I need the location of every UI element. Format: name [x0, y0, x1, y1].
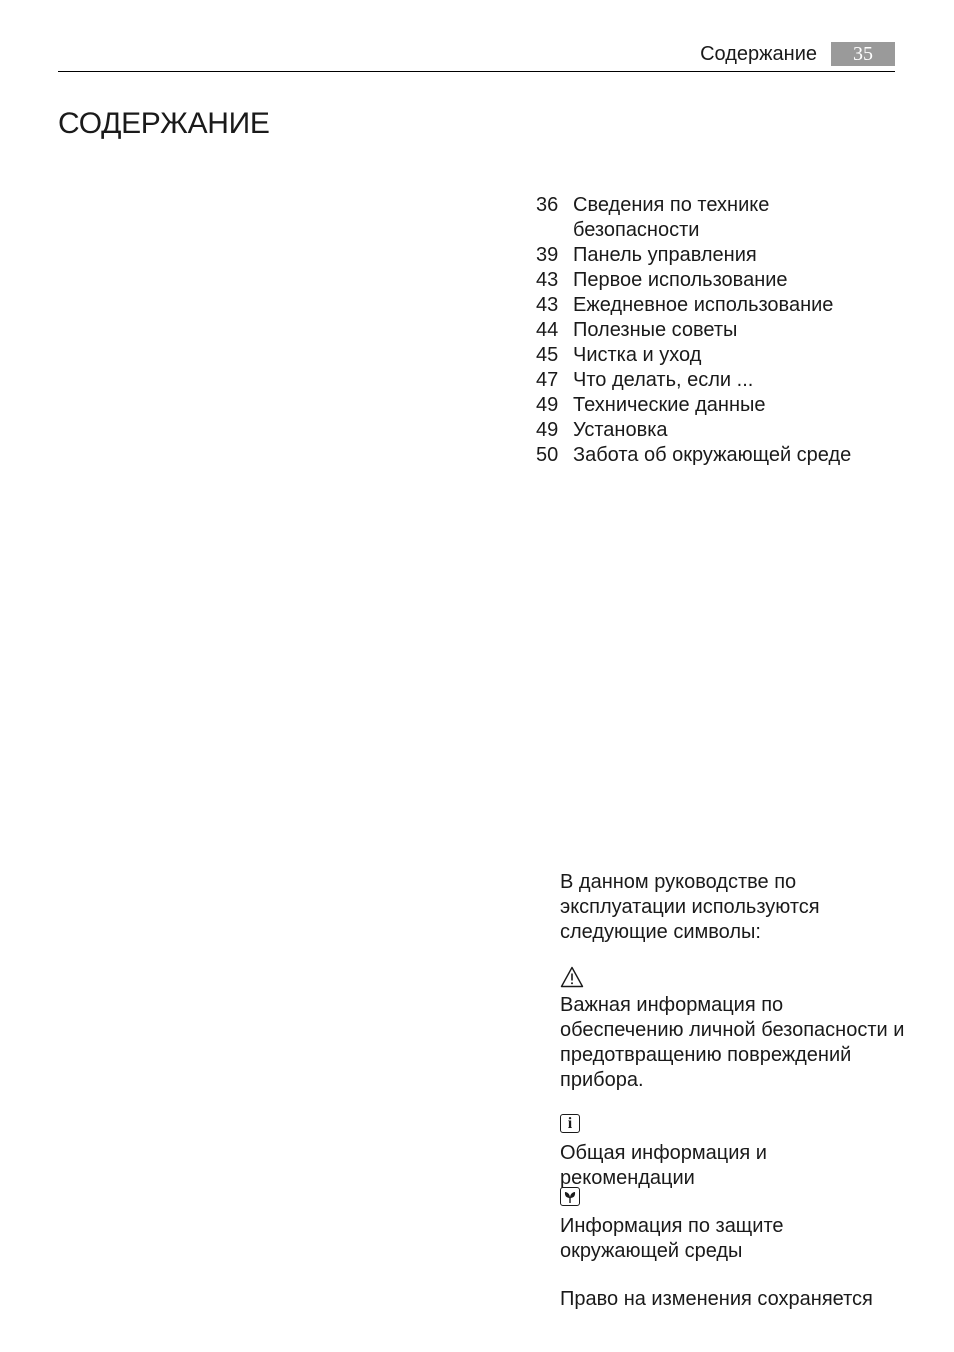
toc-title: Полезные советы [573, 319, 738, 341]
toc-page-number: 39 [536, 244, 559, 266]
toc-title: Чистка и уход [573, 344, 702, 366]
page-title: СОДЕРЖАНИЕ [58, 107, 270, 140]
toc-title: Сведения по технике безопасности [573, 194, 770, 241]
toc-title: Первое использование [573, 269, 788, 291]
toc-title: Панель управления [573, 244, 757, 266]
toc-entry[interactable] [536, 368, 906, 393]
legend-environment-text: Информация по защите окружающей среды [560, 1215, 784, 1262]
toc-entry[interactable] [536, 293, 906, 318]
toc-page-number: 36 [536, 194, 559, 216]
toc-page-number: 44 [536, 319, 559, 341]
toc-page-number: 43 [536, 294, 559, 316]
environment-icon [560, 1187, 580, 1206]
table-of-contents [536, 193, 906, 468]
toc-entry[interactable] [536, 193, 906, 243]
toc-page-number: 49 [536, 394, 559, 416]
toc-page-number: 47 [536, 369, 559, 391]
legend-info-text: Общая информация и рекомендации [560, 1142, 767, 1189]
toc-entry[interactable] [536, 268, 906, 293]
toc-entry[interactable] [536, 343, 906, 368]
legend-footer: Право на изменения сохраняется [560, 1288, 873, 1310]
toc-entry[interactable] [536, 418, 906, 443]
toc-title: Технические данные [573, 394, 766, 416]
toc-entry[interactable] [536, 443, 906, 468]
warning-icon [560, 966, 584, 993]
toc-page-number: 50 [536, 444, 559, 466]
legend-intro: В данном руководстве по эксплуатации используются следующие символы: [560, 871, 820, 943]
legend-warning-text: Важная информация по обеспечению личной безопасности и предотвращению повреждений прибора. [560, 994, 905, 1091]
toc-page-number: 43 [536, 269, 559, 291]
header-section-title: Содержание [700, 43, 817, 65]
info-icon: i [560, 1114, 580, 1133]
toc-title: Установка [573, 419, 668, 441]
header-divider [58, 71, 895, 72]
toc-page-number: 45 [536, 344, 559, 366]
toc-entry[interactable] [536, 393, 906, 418]
toc-title: Ежедневное использование [573, 294, 834, 316]
page-number-badge: 35 [831, 42, 895, 66]
toc-title: Что делать, если ... [573, 369, 754, 391]
toc-entry[interactable] [536, 318, 906, 343]
toc-entry[interactable] [536, 243, 906, 268]
toc-title: Забота об окружающей среде [573, 444, 852, 466]
toc-page-number: 49 [536, 419, 559, 441]
